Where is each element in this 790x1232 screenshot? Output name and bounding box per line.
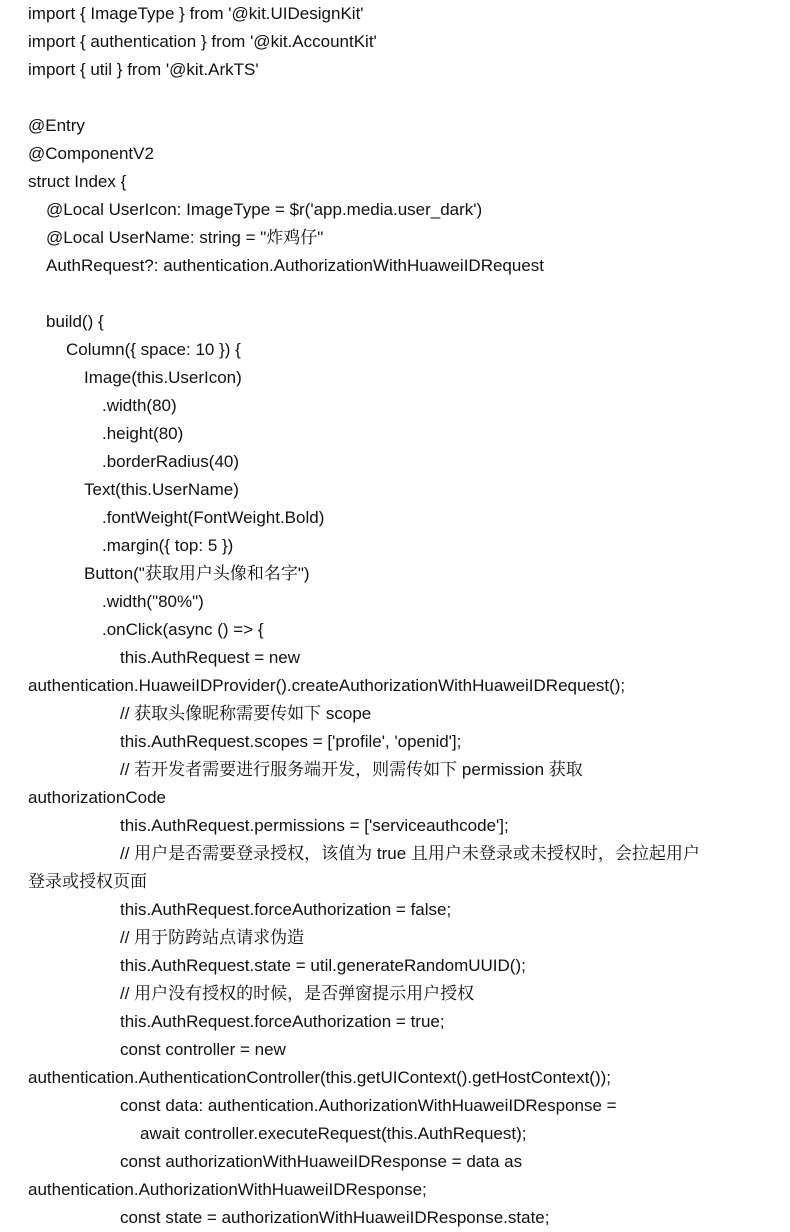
code-line: const data: authentication.AuthorizationWithHuaweiIDResponse = bbox=[120, 1096, 617, 1115]
code-line: this.AuthRequest.scopes = ['profile', 'openid']; bbox=[120, 732, 462, 751]
code-line: this.AuthRequest.forceAuthorization = false; bbox=[120, 900, 452, 919]
blank-line bbox=[0, 84, 790, 112]
code-line: import { util } from '@kit.ArkTS' bbox=[28, 60, 259, 79]
code-line: .margin({ top: 5 }) bbox=[102, 536, 234, 555]
code-line: // 用户没有授权的时候，是否弹窗提示用户授权 bbox=[120, 984, 475, 1003]
code-line: const authorizationWithHuaweiIDResponse = data as bbox=[120, 1152, 523, 1171]
code-line: .width(80) bbox=[102, 396, 177, 415]
code-line: authentication.HuaweiIDProvider().createAuthorizationWithHuaweiIDRequest(); bbox=[28, 676, 626, 695]
code-line: authentication.AuthenticationController(this.getUIContext().getHostContext()); bbox=[28, 1068, 612, 1087]
code-line: .borderRadius(40) bbox=[102, 452, 240, 471]
code-line: this.AuthRequest.permissions = ['serviceauthcode']; bbox=[120, 816, 509, 835]
code-line: Column({ space: 10 }) { bbox=[66, 340, 241, 359]
code-line: this.AuthRequest.state = util.generateRandomUUID(); bbox=[120, 956, 526, 975]
code-line: // 用于防跨站点请求伪造 bbox=[120, 928, 305, 947]
code-line: import { authentication } from '@kit.AccountKit' bbox=[28, 32, 377, 51]
code-line: .onClick(async () => { bbox=[102, 620, 264, 639]
code-line: struct Index { bbox=[28, 172, 127, 191]
code-line: Image(this.UserIcon) bbox=[84, 368, 242, 387]
code-line: authentication.AuthorizationWithHuaweiIDResponse; bbox=[28, 1180, 427, 1199]
code-line: const controller = new bbox=[120, 1040, 286, 1059]
code-line: authorizationCode bbox=[28, 788, 166, 807]
code-line: build() { bbox=[46, 312, 104, 331]
code-line: AuthRequest?: authentication.AuthorizationWithHuaweiIDRequest bbox=[46, 256, 545, 275]
blank-line bbox=[0, 280, 790, 308]
code-line: this.AuthRequest.forceAuthorization = true; bbox=[120, 1012, 445, 1031]
code-line: const state = authorizationWithHuaweiIDResponse.state; bbox=[120, 1208, 550, 1227]
code-line: Text(this.UserName) bbox=[84, 480, 239, 499]
code-line: import { ImageType } from '@kit.UIDesignKit' bbox=[28, 4, 364, 23]
code-line: @Local UserName: string = "炸鸡仔" bbox=[46, 228, 324, 247]
code-line: .height(80) bbox=[102, 424, 184, 443]
code-line: // 获取头像昵称需要传如下 scope bbox=[120, 704, 372, 723]
code-line: @Local UserIcon: ImageType = $r('app.media.user_dark') bbox=[46, 200, 483, 219]
code-line: // 若开发者需要进行服务端开发，则需传如下 permission 获取 bbox=[120, 760, 583, 779]
code-line: this.AuthRequest = new bbox=[120, 648, 301, 667]
code-line: await controller.executeRequest(this.AuthRequest); bbox=[140, 1124, 527, 1143]
code-line: Button("获取用户头像和名字") bbox=[84, 564, 310, 583]
code-line: // 用户是否需要登录授权，该值为 true 且用户未登录或未授权时，会拉起用户 bbox=[120, 844, 700, 863]
code-line: .fontWeight(FontWeight.Bold) bbox=[102, 508, 325, 527]
code-line: @ComponentV2 bbox=[28, 144, 154, 163]
code-line: .width("80%") bbox=[102, 592, 204, 611]
code-line: @Entry bbox=[28, 116, 85, 135]
code-line: 登录或授权页面 bbox=[28, 872, 147, 891]
